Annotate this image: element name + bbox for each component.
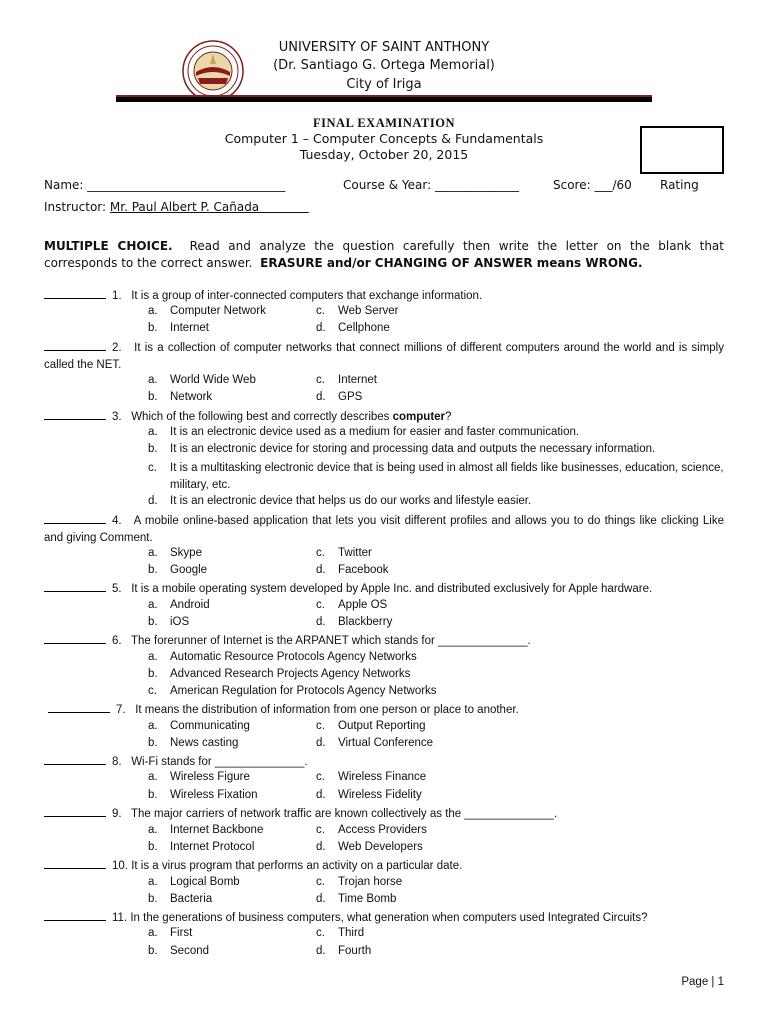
option-b: b. Internet xyxy=(148,322,209,334)
score-label: Score: xyxy=(553,178,591,192)
question-number: 1. xyxy=(112,290,122,302)
option-b: b. Advanced Research Projects Agency Networks xyxy=(148,668,411,680)
question-2: 2. It is a collection of computer networks that connect millions of different computers around the world and is simply called the NET. xyxy=(44,342,724,371)
instructor-row xyxy=(44,200,309,214)
header-divider xyxy=(116,95,652,102)
option-b: b. Bacteria xyxy=(148,893,213,905)
option-a: a. Automatic Resource Protocols Agency Networks xyxy=(148,651,417,663)
answer-blank[interactable] xyxy=(44,633,106,644)
answer-blank[interactable] xyxy=(48,702,110,713)
option-d: d. Cellphone xyxy=(316,322,390,334)
option-a: a. World Wide Web xyxy=(148,374,256,386)
option-d: d. Time Bomb xyxy=(316,893,397,905)
course-blank[interactable]: ______________ xyxy=(434,178,519,192)
question-6: 6. The forerunner of Internet is the ARPANET which stands for ______________. xyxy=(44,633,724,650)
option-c: c. It is a multitasking electronic device that is being used in almost all fields like businesses, education, science, military, etc. xyxy=(148,462,724,491)
option-c: c. Trojan horse xyxy=(316,876,403,888)
option-c: c. American Regulation for Protocols Agency Networks xyxy=(148,685,437,697)
option-a: a. Wireless Figure xyxy=(148,771,250,783)
name-blank[interactable]: _________________________________ xyxy=(87,178,286,192)
instructor-label: Instructor: xyxy=(44,200,107,214)
option-b: b. Network xyxy=(148,391,213,403)
course-label: Course & Year: xyxy=(343,178,432,192)
option-a: a. Computer Network xyxy=(148,305,266,317)
university-name: UNIVERSITY OF SAINT ANTHONY xyxy=(278,40,490,55)
option-a: a. It is an electronic device used as a medium for easier and faster communication. xyxy=(148,426,580,438)
option-b: b. News casting xyxy=(148,737,239,749)
question-text: It is a collection of computer networks that connect millions of different computers around the world and is simply called the NET. xyxy=(44,342,724,371)
option-d: d. It is an electronic device that helps us do our works and lifestyle easier. xyxy=(148,495,532,507)
question-4: 4. A mobile online-based application that lets you visit different profiles and allows you to do things like clicking Like and giving Comment. xyxy=(44,515,724,544)
question-3: 3. Which of the following best and correctly describes computer? xyxy=(44,409,724,426)
option-c: c. Internet xyxy=(316,374,377,386)
option-c: c. Output Reporting xyxy=(316,720,426,732)
question-8: 8. Wi-Fi stands for ______________. xyxy=(44,754,724,771)
answer-blank[interactable] xyxy=(44,910,106,921)
rating-label: Rating xyxy=(660,178,699,192)
answer-blank[interactable] xyxy=(44,806,106,817)
page-number: Page | 1 xyxy=(681,976,724,988)
option-b: b. It is an electronic device for storing and processing data and outputs the necessary information. xyxy=(148,443,656,455)
answer-blank[interactable] xyxy=(44,858,106,869)
exam-date: Tuesday, October 20, 2015 xyxy=(299,147,469,162)
score-box xyxy=(640,126,724,174)
university-memorial: (Dr. Santiago G. Ortega Memorial) xyxy=(273,58,495,73)
answer-blank[interactable] xyxy=(44,754,106,765)
question-10: 10. It is a virus program that performs an activity on a particular date. xyxy=(44,858,724,875)
option-d: d. Web Developers xyxy=(316,841,423,853)
question-text: It is a group of inter-connected computers that exchange information. xyxy=(131,290,483,302)
option-c: c. Twitter xyxy=(316,547,372,559)
instructions-text: Read and analyze the question carefully then write the letter on the blank that corresponds to the correct answer. xyxy=(44,239,724,270)
answer-blank[interactable] xyxy=(44,288,106,299)
question-7: 7. It means the distribution of information from one person or place to another. xyxy=(48,702,728,719)
instructions xyxy=(44,238,724,272)
instructions-warning: ERASURE and/or CHANGING OF ANSWER means WRONG. xyxy=(260,256,643,270)
question-1 xyxy=(44,288,724,305)
option-a: a. Skype xyxy=(148,547,202,559)
score-row xyxy=(553,178,632,192)
question-11: 11. In the generations of business computers, what generation when computers used Integrated Circuits? xyxy=(44,910,724,927)
option-d: d. Blackberry xyxy=(316,616,393,628)
option-d: d. Facebook xyxy=(316,564,389,576)
answer-blank[interactable] xyxy=(44,409,106,420)
option-d: d. Fourth xyxy=(316,945,372,957)
option-a: a. Internet Backbone xyxy=(148,824,264,836)
answer-blank[interactable] xyxy=(44,581,106,592)
course-row xyxy=(343,178,519,192)
option-d: d. Wireless Fidelity xyxy=(316,789,422,801)
name-label: Name: xyxy=(44,178,84,192)
option-a: a. Communicating xyxy=(148,720,250,732)
option-c: c. Apple OS xyxy=(316,599,388,611)
option-c: c. Wireless Finance xyxy=(316,771,427,783)
option-d: d. GPS xyxy=(316,391,363,403)
instructions-heading: MULTIPLE CHOICE. xyxy=(44,239,173,253)
answer-blank[interactable] xyxy=(44,340,106,351)
instructor-name: Mr. Paul Albert P. Cañada xyxy=(109,200,260,214)
option-c: c. Access Providers xyxy=(316,824,427,836)
score-blank[interactable]: ___/60 xyxy=(594,178,632,192)
option-c: c. Web Server xyxy=(316,305,399,317)
university-city: City of Iriga xyxy=(346,77,422,92)
option-b: b. Internet Protocol xyxy=(148,841,255,853)
exam-subject: Computer 1 – Computer Concepts & Fundamentals xyxy=(224,131,544,146)
name-row xyxy=(44,178,285,192)
option-b: b. Second xyxy=(148,945,210,957)
option-b: b. Wireless Fixation xyxy=(148,789,258,801)
option-a: a. Android xyxy=(148,599,210,611)
option-a: a. First xyxy=(148,927,193,939)
option-b: b. Google xyxy=(148,564,208,576)
option-c: c. Third xyxy=(316,927,365,939)
option-b: b. iOS xyxy=(148,616,190,628)
question-5: 5. It is a mobile operating system developed by Apple Inc. and distributed exclusively for Apple hardware. xyxy=(44,581,724,598)
question-9: 9. The major carriers of network traffic are known collectively as the ______________. xyxy=(44,806,724,823)
option-d: d. Virtual Conference xyxy=(316,737,434,749)
option-a: a. Logical Bomb xyxy=(148,876,240,888)
exam-title: FINAL EXAMINATION xyxy=(313,116,455,130)
answer-blank[interactable] xyxy=(44,513,106,524)
